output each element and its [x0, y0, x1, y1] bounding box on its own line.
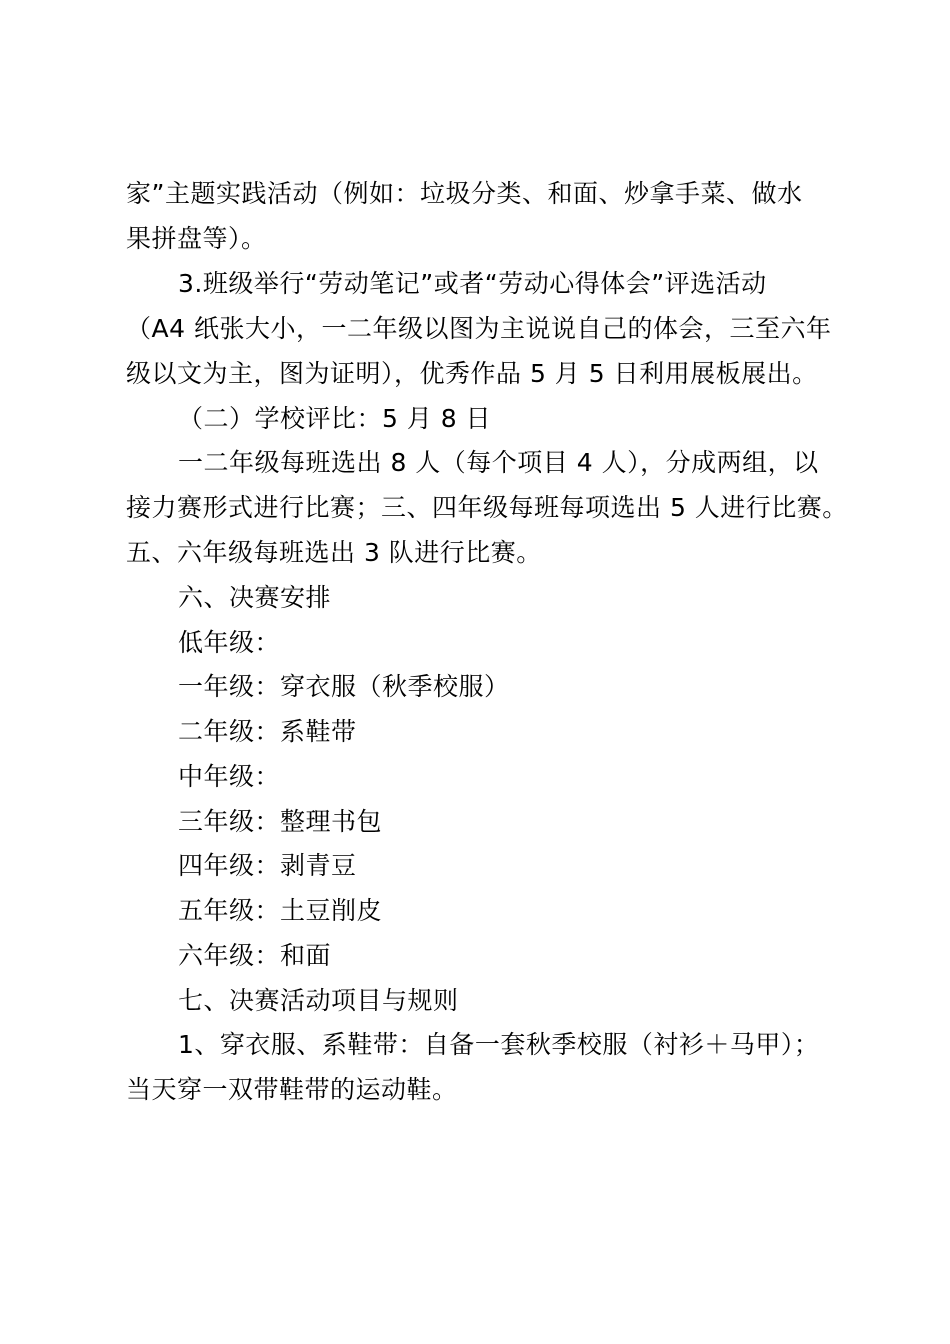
list-item: 五年级：土豆削皮 [178, 896, 383, 925]
paragraph-line: 当天穿一双带鞋带的运动鞋。 [126, 1075, 458, 1104]
paragraph-line: 五、六年级每班选出 3 队进行比赛。 [126, 538, 542, 567]
paragraph-line: 级以文为主，图为证明），优秀作品 5 月 5 日利用展板展出。 [126, 359, 818, 388]
list-item: 三年级：整理书包 [178, 807, 383, 836]
paragraph-line: 3.班级举行“劳动笔记”或者“劳动心得体会”评选活动 [178, 269, 767, 298]
paragraph-line: 接力赛形式进行比赛；三、四年级每班每项选出 5 人进行比赛。 [126, 493, 848, 522]
section-heading: （二）学校评比：5 月 8 日 [178, 404, 492, 433]
paragraph-line: 果拼盘等）。 [126, 224, 267, 253]
section-heading: 七、决赛活动项目与规则 [178, 986, 459, 1015]
paragraph-line: （A4 纸张大小，一二年级以图为主说说自己的体会，三至六年 [126, 314, 832, 343]
section-heading: 六、决赛安排 [178, 583, 332, 612]
list-item: 中年级： [178, 762, 281, 791]
list-item: 一年级：穿衣服（秋季校服） [178, 672, 510, 701]
list-item: 二年级：系鞋带 [178, 717, 357, 746]
list-item: 六年级：和面 [178, 941, 332, 970]
paragraph-line: 一二年级每班选出 8 人（每个项目 4 人），分成两组，以 [178, 448, 819, 477]
paragraph-line: 家”主题实践活动（例如：垃圾分类、和面、炒拿手菜、做水 [126, 179, 803, 208]
list-item: 低年级： [178, 628, 281, 657]
list-item: 四年级：剥青豆 [178, 851, 357, 880]
paragraph-line: 1、穿衣服、系鞋带：自备一套秋季校服（衬衫＋马甲）； [178, 1030, 820, 1059]
